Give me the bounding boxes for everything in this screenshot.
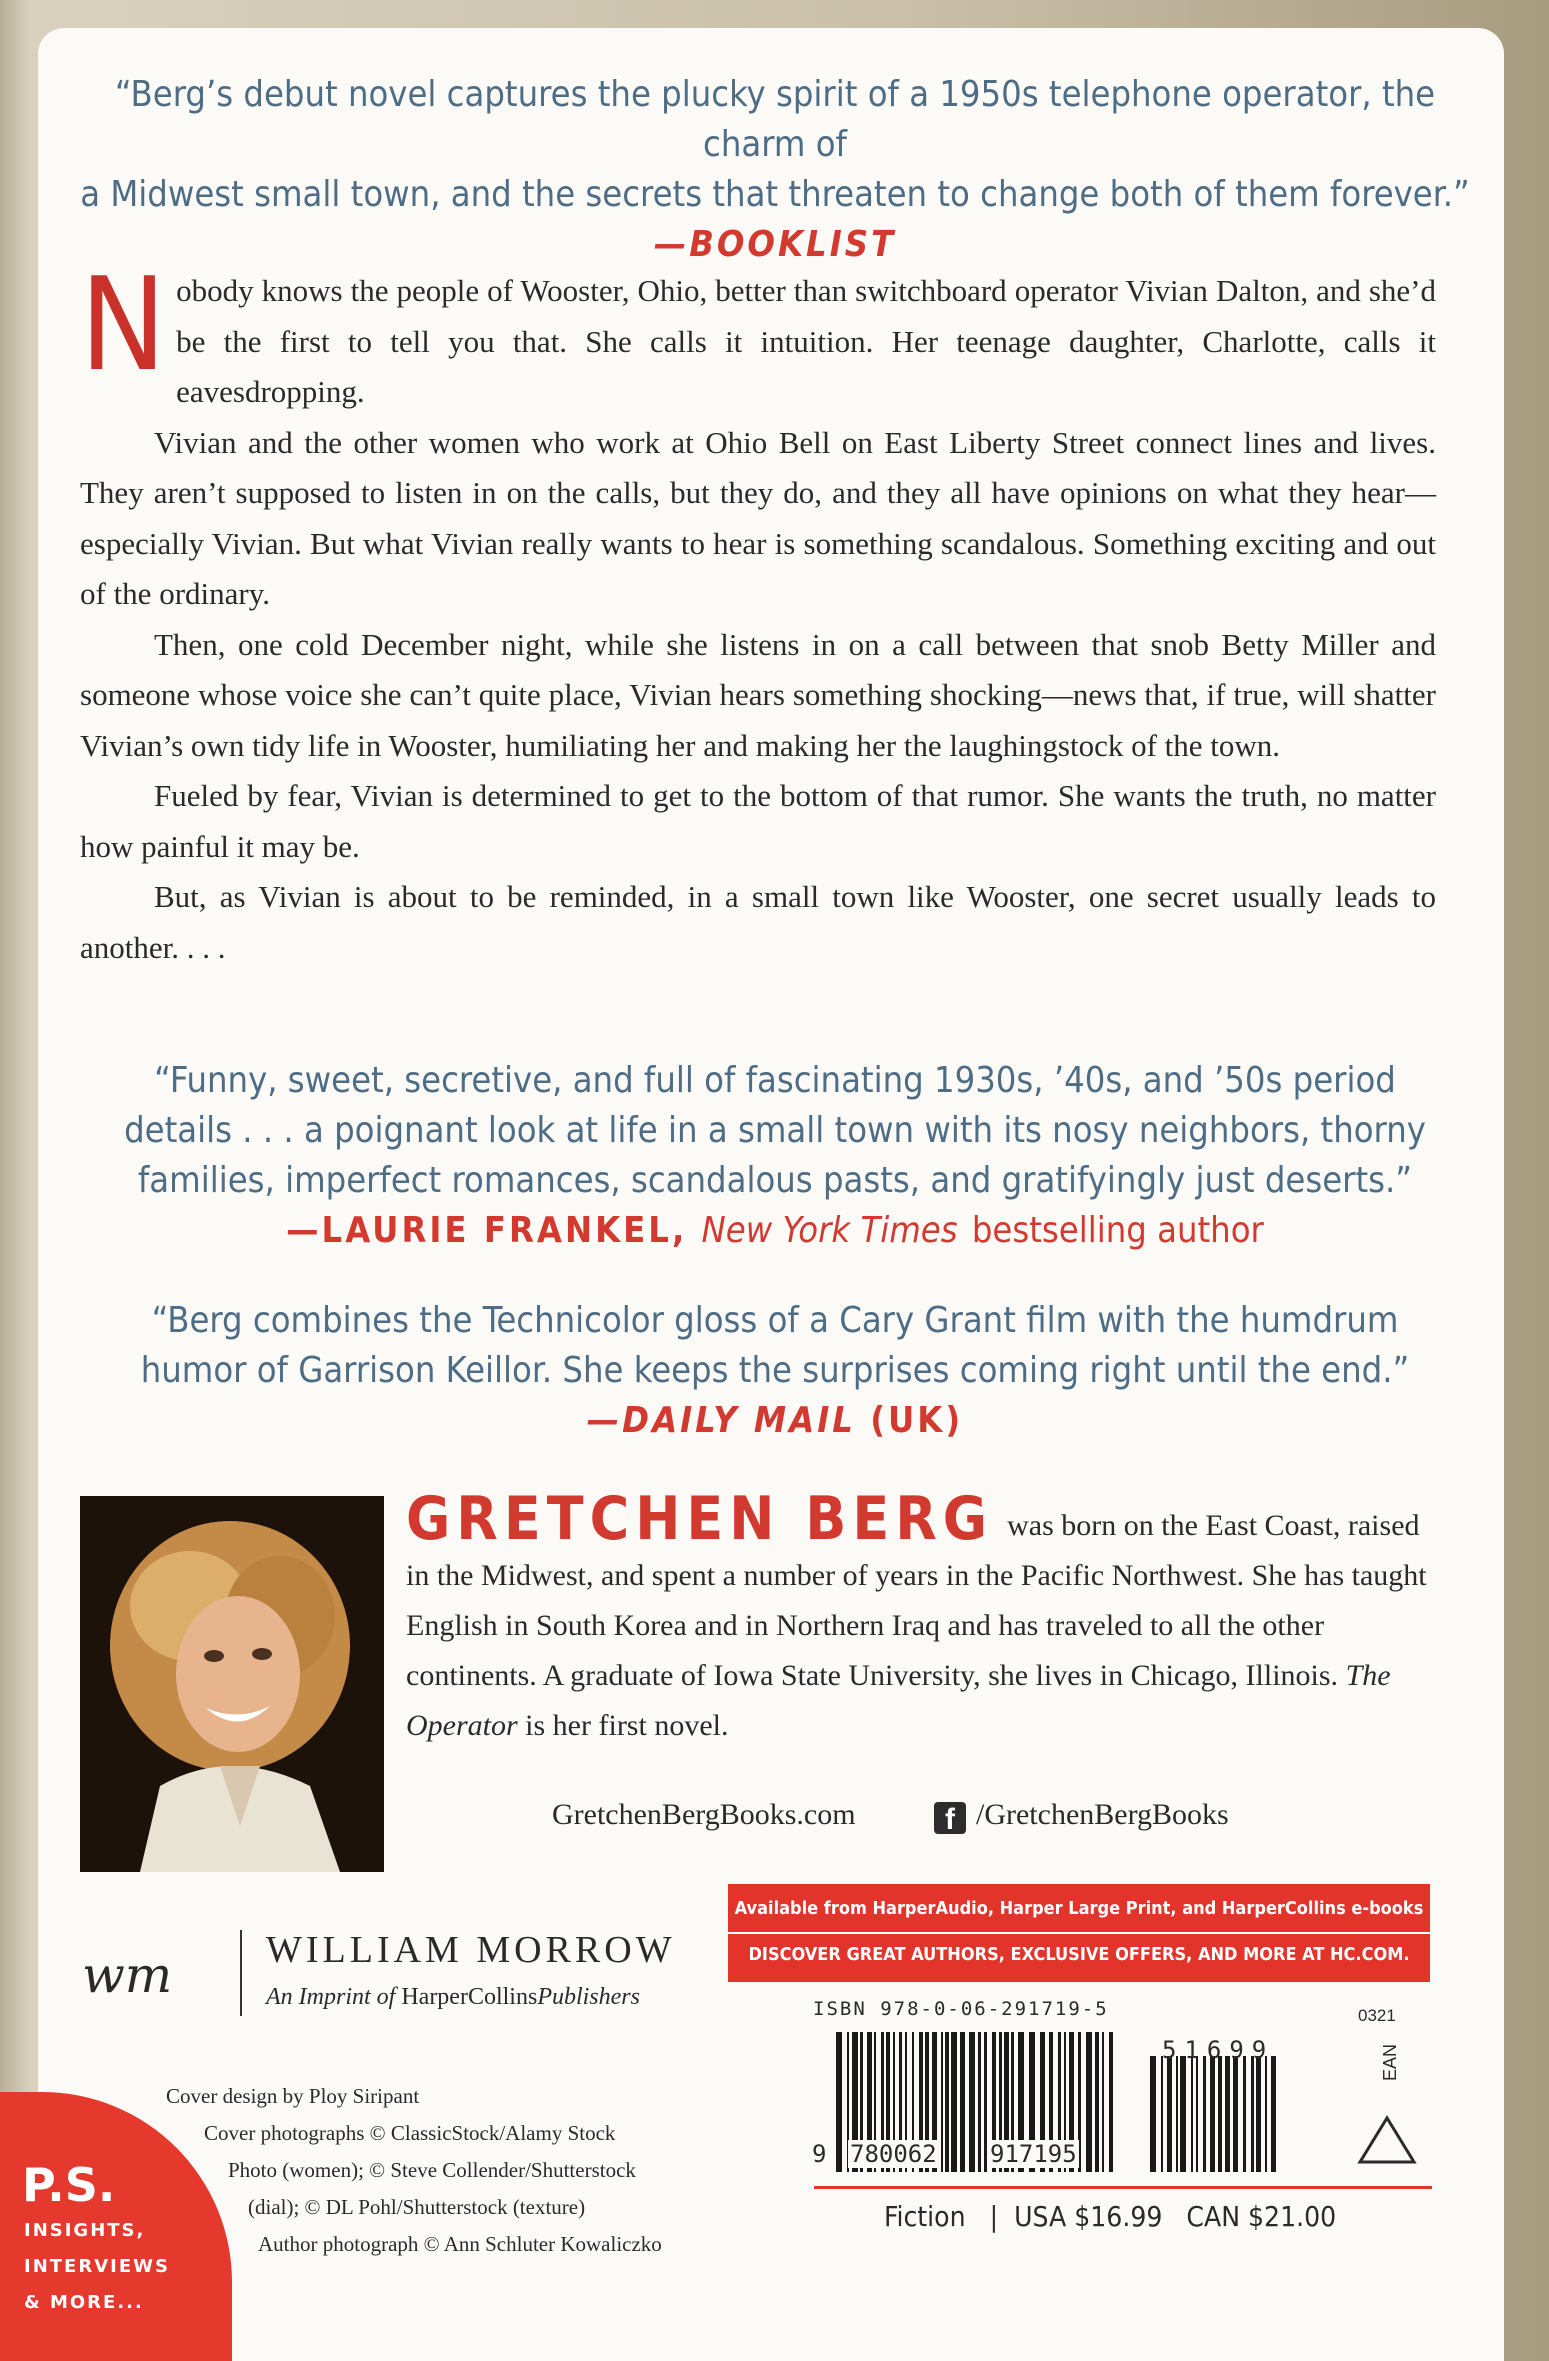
barcode-bar [1176, 2056, 1178, 2172]
barcode-bar [1109, 2032, 1113, 2172]
publisher-logo: wm [82, 1946, 173, 2004]
price-line [884, 2200, 1336, 2233]
barcode-bar [1086, 2032, 1092, 2172]
attribution-publication: New York Times [701, 1210, 958, 1251]
barcode-bar [1243, 2056, 1246, 2172]
book-title: The Operator [406, 1659, 1391, 1742]
author-bio [406, 1484, 1436, 1751]
daily-mail-quote [60, 1296, 1490, 1446]
barcode-bar [1196, 2056, 1198, 2172]
quote-attribution [60, 1206, 1490, 1256]
barcode-bar [951, 2032, 957, 2172]
barcode-bar [1102, 2032, 1104, 2172]
imprint-prefix: An Imprint of [266, 1984, 396, 2010]
barcode-bar [1191, 2056, 1193, 2172]
barcode-bar [1256, 2056, 1261, 2172]
drop-cap: N [80, 251, 167, 400]
quote-line: a Midwest small town, and the secrets that threaten to change both of them forever.” [80, 174, 1470, 215]
credit-line: Cover photographs © ClassicStock/Alamy Stock [204, 2121, 616, 2145]
price-divider [814, 2186, 1432, 2189]
barcode-bar [1095, 2032, 1099, 2172]
barcode-digit: 9 [812, 2140, 827, 2168]
barcode-bar [1251, 2056, 1254, 2172]
addon-digits: 51699 [1162, 2036, 1275, 2064]
price-separator: | [989, 2200, 999, 2233]
credit-line: Cover design by Ploy Siripant [166, 2084, 420, 2108]
quote-attribution: —BOOKLIST [653, 224, 897, 265]
synopsis-paragraph [80, 251, 1436, 418]
barcode-bar [1203, 2056, 1206, 2172]
ps-line: & MORE... [24, 2292, 144, 2313]
cover-credits [166, 2078, 662, 2263]
barcode-bar [1265, 2056, 1267, 2172]
quote-line: “Berg combines the Technicolor gloss of a Cary Grant film with the humdrum [151, 1300, 1399, 1341]
triangle-icon [1356, 2114, 1418, 2166]
isbn-text: ISBN 978-0-06-291719-5 [813, 1998, 1109, 2020]
publisher-imprint [266, 1984, 640, 2011]
bio-text: is her first novel. [525, 1709, 729, 1742]
barcode-bar [960, 2032, 965, 2172]
quote-attribution [60, 1396, 1490, 1446]
barcode-bar [1210, 2056, 1215, 2172]
barcode-bar [836, 2032, 842, 2172]
barcode-digits: 780062 [850, 2140, 937, 2168]
barcode-bar [1180, 2056, 1186, 2172]
barcode-bar [1233, 2056, 1238, 2172]
category: Fiction [884, 2200, 966, 2233]
quote-line: humor of Garrison Keillor. She keeps the surprises coming right until the end.” [140, 1350, 1410, 1391]
addon-barcode [1150, 2056, 1278, 2172]
frankel-quote [60, 1056, 1490, 1256]
synopsis-paragraph: Then, one cold December night, while she listens in on a call between that snob Betty Miller and someone whose voice she can’t quite place, Vivian hears something shocking—news that, if true, will shatter Vivian’s own tidy life in Wooster, humiliating her and making her the laughingstock of the town. [80, 626, 1436, 763]
attribution-role: bestselling author [971, 1210, 1264, 1251]
synopsis-paragraph: Vivian and the other women who work at Ohio Bell on East Liberty Street connect lines and lives. They aren’t supposed to listen in on the calls, but they do, and they all have opinions on what they hear—especially Vivian. But what Vivian really wants to hear is something scandalous. Something exciting and out of the ordinary. [80, 424, 1436, 611]
bio-text: was born on the East Coast, raised in the Midwest, and spent a number of years in the Pacific Northwest. She has taught English in South Korea and in Northern Iraq and has traveled to all the other continents. A graduate of Iowa State University, she lives in Chicago, Illinois. [406, 1509, 1427, 1692]
synopsis-paragraph: Fueled by fear, Vivian is determined to get to the bottom of that rumor. She wants the truth, no matter how painful it may be. [80, 778, 1436, 864]
author-name: GRETCHEN BERG [406, 1484, 994, 1554]
promo-banner [728, 1884, 1430, 1982]
ps-title: P.S. [22, 2158, 116, 2212]
ps-line: INTERVIEWS [24, 2256, 170, 2277]
quote-line: families, imperfect romances, scandalous pasts, and gratifyingly just deserts.” [137, 1160, 1413, 1201]
author-website[interactable]: GretchenBergBooks.com [552, 1798, 856, 1831]
credit-line: Author photograph © Ann Schluter Kowaliczko [258, 2232, 662, 2256]
credit-line: Photo (women); © Steve Collender/Shutterstock [228, 2158, 636, 2182]
barcode-bar [969, 2032, 975, 2172]
barcode-bar [1150, 2056, 1156, 2172]
price-can: CAN $21.00 [1186, 2200, 1337, 2233]
attribution-name: —DAILY MAIL [586, 1400, 856, 1441]
booklist-quote [60, 70, 1490, 270]
price-code: 0321 [1358, 2006, 1396, 2025]
ps-line: INSIGHTS, [24, 2220, 146, 2241]
barcode-digits: 917195 [990, 2140, 1077, 2168]
facebook-icon: f [934, 1802, 966, 1834]
imprint-name: HarperCollins [401, 1984, 538, 2010]
synopsis-text: obody knows the people of Wooster, Ohio, better than switchboard operator Vivian Dalton, and she’d be the first to tell you that. She calls it intuition. Her teenage daughter, Charlotte, calls it eavesdropping. [176, 273, 1436, 409]
quote-line: “Berg’s debut novel captures the plucky spirit of a 1950s telephone operator, the charm of [114, 74, 1436, 165]
barcode-bar [941, 2032, 943, 2172]
author-photo [80, 1496, 384, 1872]
banner-divider [728, 1932, 1430, 1934]
barcode-bar [1161, 2056, 1163, 2172]
barcode-bar [945, 2032, 949, 2172]
barcode-bar [1218, 2056, 1222, 2172]
ean-label: EAN [1380, 2043, 1401, 2082]
banner-promo: DISCOVER GREAT AUTHORS, EXCLUSIVE OFFERS, AND MORE AT HC.COM. [748, 1944, 1410, 1965]
quote-line: “Funny, sweet, secretive, and full of fascinating 1930s, ’40s, and ’50s period [154, 1060, 1396, 1101]
author-portrait-illustration [80, 1496, 384, 1872]
barcode-bar [1225, 2056, 1230, 2172]
attribution-name: —LAURIE FRANKEL, [286, 1210, 688, 1251]
barcode-bar [978, 2032, 981, 2172]
price-usa: USA $16.99 [1014, 2200, 1163, 2233]
barcode-bar [1271, 2056, 1276, 2172]
banner-availability: Available from HarperAudio, Harper Large Print, and HarperCollins e-books [734, 1898, 1424, 1919]
imprint-suffix: Publishers [537, 1984, 640, 2010]
quote-line: details . . . a poignant look at life in a small town with its nosy neighbors, thorny [124, 1110, 1426, 1151]
synopsis-paragraph: But, as Vivian is about to be reminded, in a small town like Wooster, one secret usually leads to another. . . . [80, 879, 1436, 965]
facebook-handle[interactable]: /GretchenBergBooks [976, 1798, 1229, 1831]
barcode-bar [984, 2032, 987, 2172]
synopsis [80, 251, 1436, 973]
barcode-bar [1167, 2056, 1172, 2172]
publisher-name: WILLIAM MORROW [266, 1929, 676, 1971]
credit-line: (dial); © DL Pohl/Shutterstock (texture) [248, 2195, 586, 2219]
publisher-divider [240, 1930, 242, 2016]
attribution-region: (UK) [870, 1400, 964, 1441]
